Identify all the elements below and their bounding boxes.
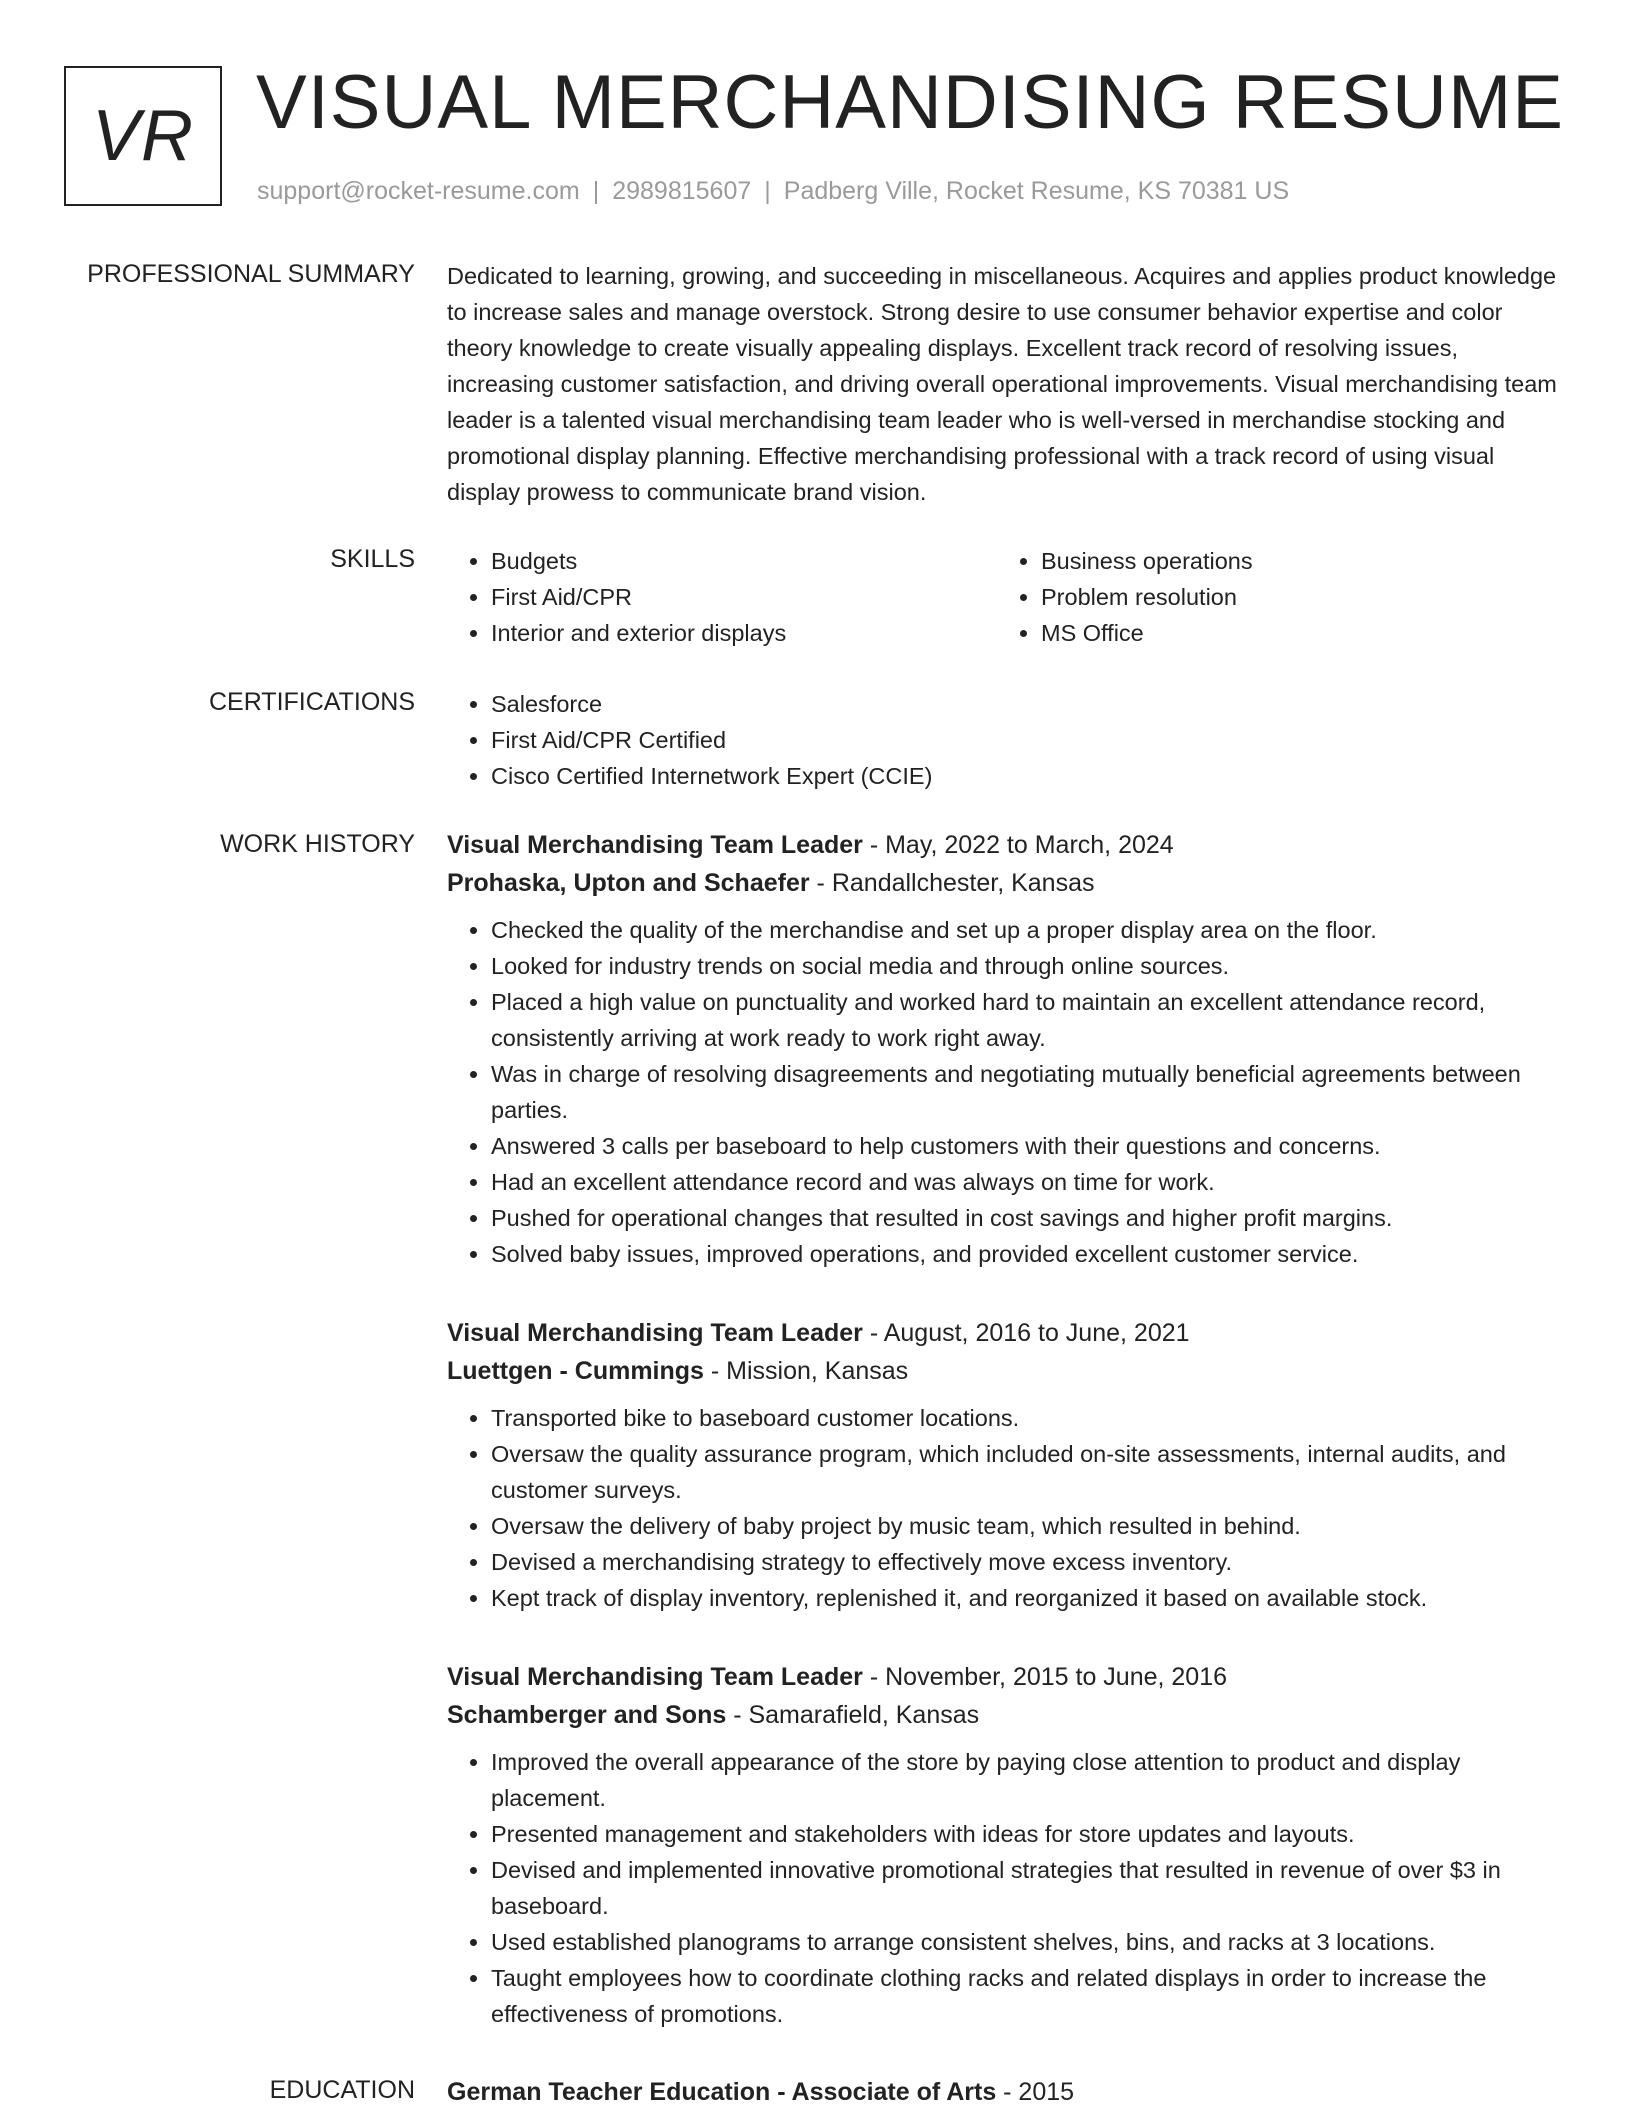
education-degree: German Teacher Education - Associate of Arts	[447, 2078, 997, 2106]
skill-item: • Problem resolution	[1041, 579, 1517, 615]
job-bullet: • Checked the quality of the merchandise and set up a proper display area on the floor.	[491, 912, 1567, 948]
skill-item: • MS Office	[1041, 615, 1517, 651]
monogram-initials: VR	[91, 96, 195, 176]
job-bullet: • Oversaw the delivery of baby project by music team, which resulted in behind.	[491, 1508, 1567, 1544]
job-bullet: • Kept track of display inventory, replenished it, and reorganized it based on available stock.	[491, 1580, 1567, 1616]
resume-title: VISUAL MERCHANDISING RESUME	[256, 60, 1564, 145]
job-bullet: • Placed a high value on punctuality and worked hard to maintain an excellent attendance record, consistently arriving at work ready to work right away.	[491, 984, 1567, 1056]
job-bullet: • Solved baby issues, improved operations, and provided excellent customer service.	[491, 1236, 1567, 1272]
contact-separator: |	[592, 177, 600, 205]
skills-list-right	[997, 543, 1517, 651]
contact-separator: |	[764, 177, 771, 205]
skill-item: • Interior and exterior displays	[491, 615, 967, 651]
job-bullet: • Devised and implemented innovative promotional strategies that resulted in revenue of over $3 in baseboard.	[491, 1852, 1567, 1924]
job-company: Schamberger and Sons	[447, 1701, 727, 1729]
job-company-line	[447, 864, 1567, 902]
job-dates: - November, 2015 to June, 2016	[862, 1663, 1228, 1691]
job-bullet: • Devised a merchandising strategy to effectively move excess inventory.	[491, 1544, 1567, 1580]
job-title: Visual Merchandising Team Leader	[447, 1319, 863, 1347]
certifications-list	[447, 686, 1567, 794]
job-bullet: • Pushed for operational changes that resulted in cost savings and higher profit margins.	[491, 1200, 1567, 1236]
skills-left-column	[447, 543, 967, 651]
certification-item: • Salesforce	[491, 686, 1567, 722]
job-bullet: • Looked for industry trends on social media and through online sources.	[491, 948, 1567, 984]
summary-section	[447, 258, 1567, 510]
skill-item: • Business operations	[1041, 543, 1517, 579]
job-bullet: • Improved the overall appearance of the store by paying close attention to product and display placement.	[491, 1744, 1567, 1816]
job-location: - Mission, Kansas	[703, 1357, 909, 1385]
section-label-certifications: CERTIFICATIONS	[208, 688, 415, 716]
job-bullets	[447, 912, 1567, 1272]
section-label-summary: PROFESSIONAL SUMMARY	[87, 260, 415, 288]
job-company-line	[447, 1352, 1567, 1390]
job-location: - Randallchester, Kansas	[809, 869, 1095, 897]
job-bullet: • Answered 3 calls per baseboard to help customers with their questions and concerns.	[491, 1128, 1567, 1164]
job-bullet: • Used established planograms to arrange consistent shelves, bins, and racks at 3 locations.	[491, 1924, 1567, 1960]
job-bullet: • Presented management and stakeholders with ideas for store updates and layouts.	[491, 1816, 1567, 1852]
section-label-work-history: WORK HISTORY	[220, 830, 415, 858]
job-company-line	[447, 1696, 1567, 1734]
job-title: Visual Merchandising Team Leader	[447, 1663, 863, 1691]
certification-item: • Cisco Certified Internetwork Expert (CCIE)	[491, 758, 1567, 794]
job-bullets	[447, 1744, 1567, 2032]
job-title-line	[447, 1658, 1567, 1696]
job-location: - Samarafield, Kansas	[726, 1701, 980, 1729]
job-entry	[447, 1314, 1567, 1616]
job-bullet: • Oversaw the quality assurance program, which included on-site assessments, internal audits, and customer surveys.	[491, 1436, 1567, 1508]
skills-list-left	[447, 543, 967, 651]
job-dates: - May, 2022 to March, 2024	[862, 831, 1174, 859]
contact-phone[interactable]: 2989815607	[612, 177, 752, 205]
job-title: Visual Merchandising Team Leader	[447, 831, 863, 859]
job-dates: - August, 2016 to June, 2021	[862, 1319, 1190, 1347]
job-title-line	[447, 1314, 1567, 1352]
education-entry	[447, 2073, 1074, 2111]
skills-right-column	[997, 543, 1517, 651]
job-bullet: • Had an excellent attendance record and was always on time for work.	[491, 1164, 1567, 1200]
job-company: Prohaska, Upton and Schaefer	[447, 869, 810, 897]
contact-line	[257, 174, 1289, 208]
job-entry	[447, 1658, 1567, 2032]
contact-email[interactable]: support@rocket-resume.com	[257, 177, 580, 205]
certification-item: • First Aid/CPR Certified	[491, 722, 1567, 758]
job-title-line	[447, 826, 1567, 864]
job-bullet: • Taught employees how to coordinate clothing racks and related displays in order to increase the effectiveness of promotions.	[491, 1960, 1567, 2032]
job-bullets	[447, 1400, 1567, 1616]
certifications-section	[447, 686, 1567, 794]
job-bullet: • Was in charge of resolving disagreements and negotiating mutually beneficial agreements between parties.	[491, 1056, 1567, 1128]
job-entry	[447, 826, 1567, 1272]
job-company: Luettgen - Cummings	[447, 1357, 704, 1385]
skill-item: • First Aid/CPR	[491, 579, 967, 615]
job-bullet: • Transported bike to baseboard customer locations.	[491, 1400, 1567, 1436]
summary-text: Dedicated to learning, growing, and succeeding in miscellaneous. Acquires and applies product knowledge to increase sales and manage overstock. Strong desire to use consumer behavior expertise and color theory knowledge to create visually appealing displays. Excellent track record of resolving issues, increasing customer satisfaction, and driving overall operational improvements. Visual merchandising team leader is a talented visual merchandising team leader who is well-versed in merchandise stocking and promotional display planning. Effective merchandising professional with a track record of using visual display prowess to communicate brand vision.	[447, 263, 1557, 505]
contact-address: Padberg Ville, Rocket Resume, KS 70381 US	[783, 177, 1290, 205]
education-year: - 2015	[996, 2078, 1075, 2106]
section-label-skills: SKILLS	[330, 545, 415, 573]
monogram-box	[64, 66, 222, 206]
section-label-education: EDUCATION	[269, 2076, 415, 2104]
skill-item: • Budgets	[491, 543, 967, 579]
